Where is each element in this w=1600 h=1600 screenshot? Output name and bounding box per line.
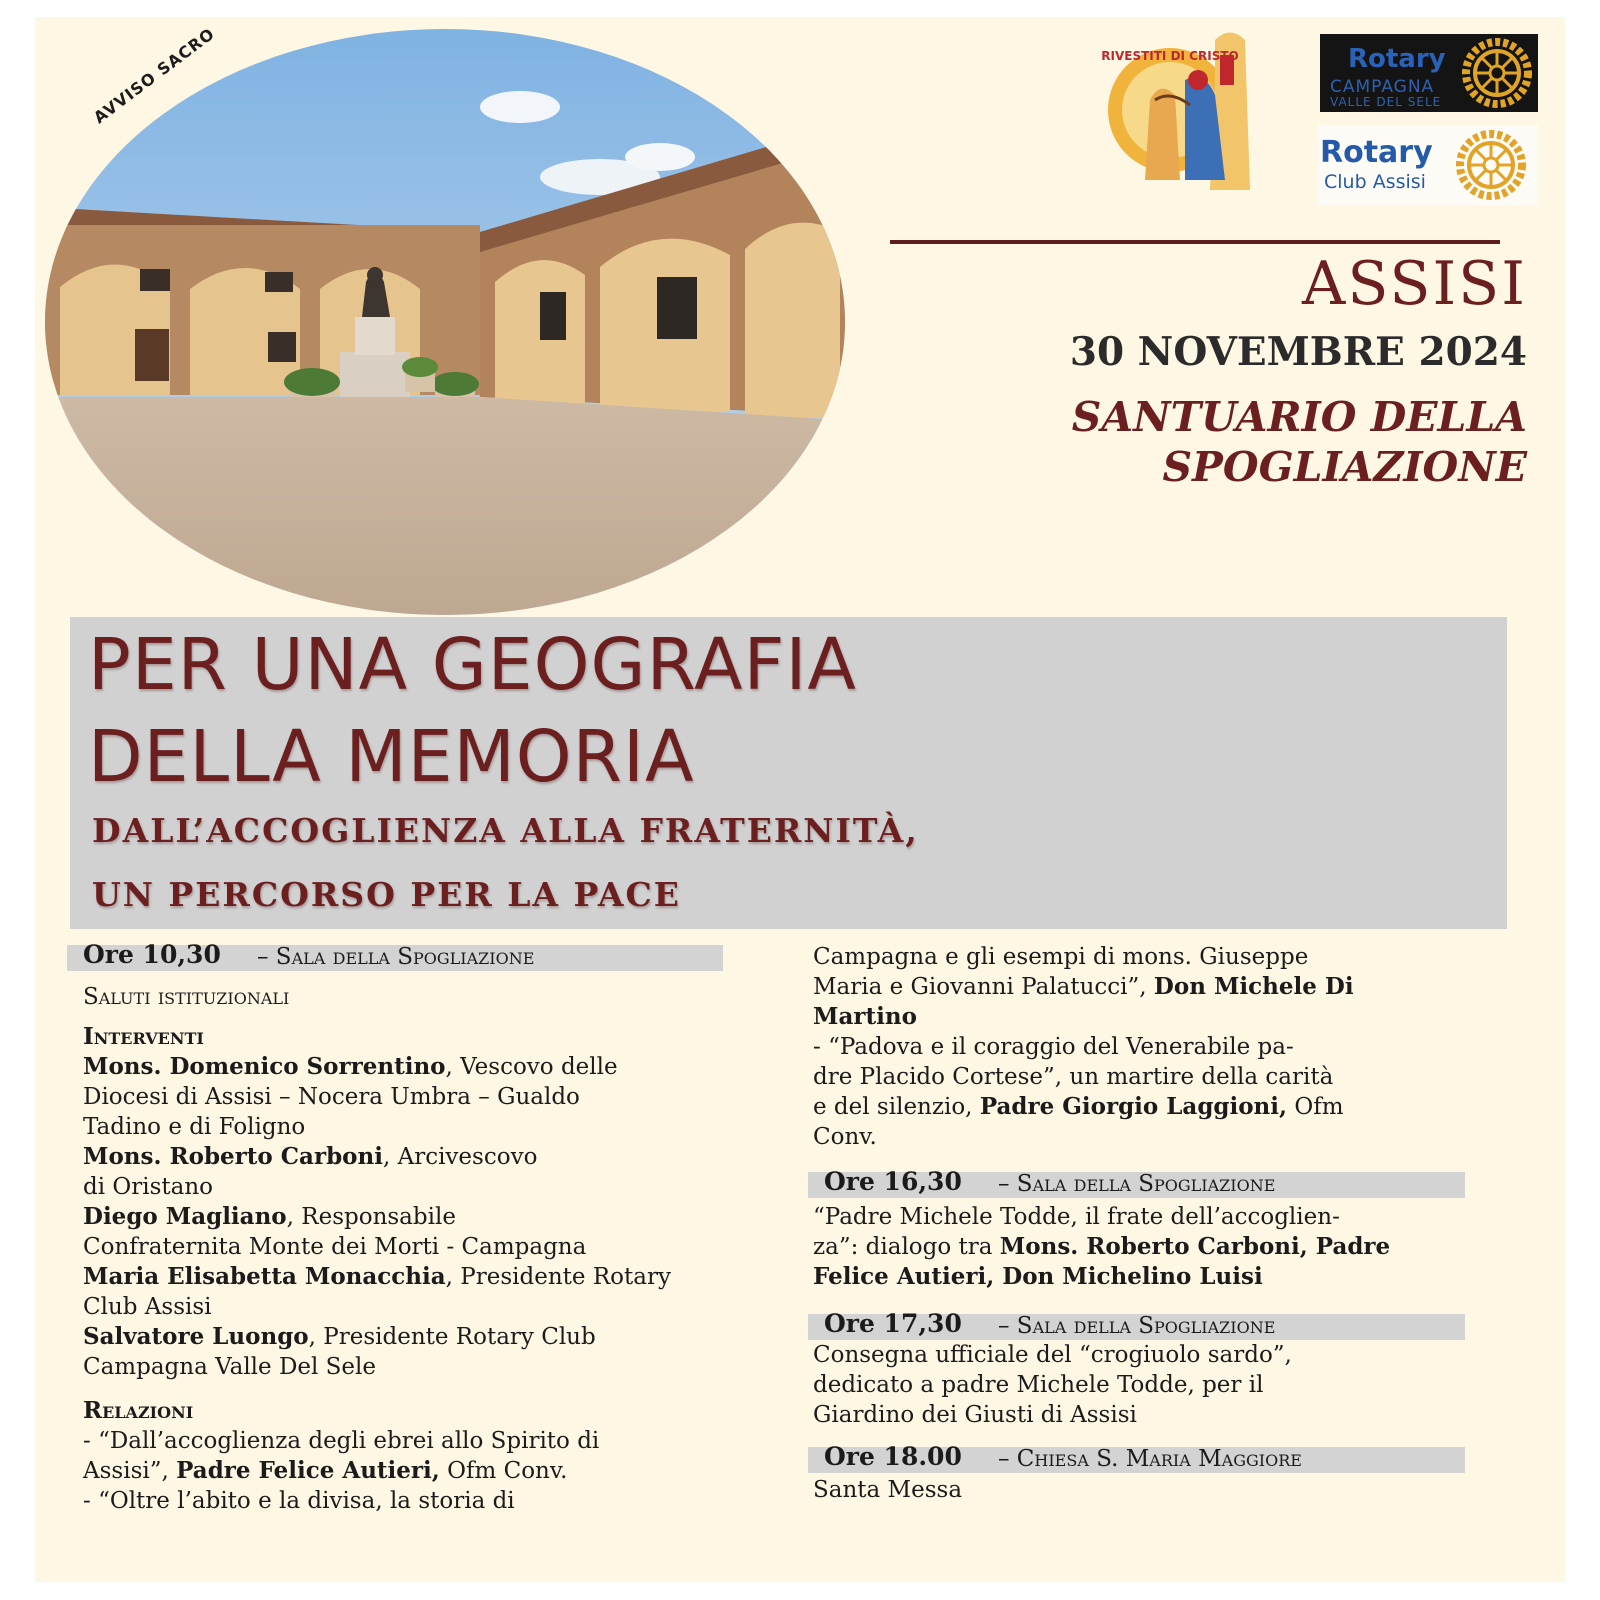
- rivestiti-logo-text: RIVESTITI DI CRISTO: [1101, 49, 1239, 63]
- session-1730-text: [813, 1340, 1292, 1430]
- title-line-2: DELLA MEMORIA: [88, 715, 695, 798]
- speaker-monacchia: Maria Elisabetta Monacchia, Presidente Rotary: [83, 1263, 671, 1290]
- relazioni-heading: Relazioni: [83, 1397, 194, 1424]
- rotary-assisi-logo: [1318, 125, 1538, 205]
- rotary-wheel-icon: [1462, 38, 1532, 108]
- session-place: – Chiesa S. Maria Maggiore: [998, 1446, 1302, 1472]
- relazione-3-line-1: - “Padova e il coraggio del Venerabile pa-: [813, 1034, 1294, 1060]
- city-heading: ASSISI: [1302, 249, 1527, 319]
- subtitle-line-2: UN PERCORSO PER LA PACE: [92, 875, 681, 914]
- session-place: – Sala della Spogliazione: [998, 1313, 1276, 1339]
- speaker-luongo: Salvatore Luongo, Presidente Rotary Club: [83, 1323, 596, 1350]
- title-line-1: PER UNA GEOGRAFIA: [88, 623, 857, 706]
- session-1730-line-3: Giardino dei Giusti di Assisi: [813, 1402, 1137, 1428]
- program-left-column: [83, 982, 671, 1516]
- session-time: Ore 16,30: [824, 1167, 962, 1196]
- session-1630-line-2: za”: dialogo tra Mons. Roberto Carboni, Padre: [813, 1233, 1391, 1260]
- event-subtitle: [92, 799, 919, 927]
- session-bar-1730: [808, 1309, 1465, 1340]
- venue-line-2: SPOGLIAZIONE: [1162, 443, 1527, 491]
- speaker-luongo-role: Campagna Valle Del Sele: [83, 1354, 377, 1380]
- speaker-sorrentino-role-2: Tadino e di Foligno: [83, 1114, 306, 1140]
- event-title: [88, 619, 857, 803]
- relazione-2-line-1: - “Oltre l’abito e la divisa, la storia di: [83, 1488, 515, 1514]
- rivestiti-di-cristo-logo: [1090, 20, 1280, 200]
- relazione-3-line-2: dre Placido Cortese”, un martire della carità: [813, 1064, 1334, 1090]
- rotary-assisi-line1: Club Assisi: [1324, 171, 1426, 193]
- venue-line-1: SANTUARIO DELLA: [1071, 393, 1527, 441]
- speaker-carboni-role: di Oristano: [83, 1174, 214, 1200]
- session-1800-line-1: Santa Messa: [813, 1477, 963, 1503]
- relazione-3-line-3: e del silenzio, Padre Giorgio Laggioni, Ofm: [813, 1093, 1344, 1120]
- session-time: Ore 17,30: [824, 1309, 962, 1338]
- header-rule: [890, 240, 1500, 244]
- session-place: – Sala della Spogliazione: [257, 944, 535, 970]
- program-right-column: [813, 942, 1354, 1152]
- interventi-heading: Interventi: [83, 1023, 204, 1050]
- speaker-sorrentino: Mons. Domenico Sorrentino, Vescovo delle: [83, 1053, 618, 1080]
- session-1630-text: [813, 1202, 1390, 1292]
- session-place: – Sala della Spogliazione: [998, 1171, 1276, 1197]
- rotary-campagna-line1: CAMPAGNA: [1330, 77, 1435, 97]
- session-bar-1630: [808, 1167, 1465, 1198]
- session-time: Ore 18.00: [824, 1442, 962, 1471]
- saluti-heading: Saluti istituzionali: [83, 984, 290, 1010]
- relazione-1-line-1: - “Dall’accoglienza degli ebrei allo Spirito di: [83, 1428, 600, 1454]
- session-bar-1030: [67, 940, 723, 971]
- avviso-sacro-stamp: AVVISO SACRO: [90, 23, 219, 128]
- session-1730-line-1: Consegna ufficiale del “crogiuolo sardo”,: [813, 1342, 1292, 1368]
- courtyard-photo: [40, 27, 870, 627]
- relazione-2-line-2: Campagna e gli esempi di mons. Giuseppe: [813, 944, 1309, 970]
- event-date: 30 NOVEMBRE 2024: [1069, 329, 1527, 375]
- relazione-2-line-4: Martino: [813, 1003, 917, 1030]
- venue-name: [1072, 392, 1527, 492]
- session-bar-1800: [808, 1442, 1465, 1473]
- title-panel: [70, 617, 1507, 929]
- poster: [35, 17, 1565, 1582]
- rotary-campagna-line2: VALLE DEL SELE: [1330, 95, 1442, 109]
- session-1730-line-2: dedicato a padre Michele Todde, per il: [813, 1372, 1264, 1398]
- relazione-3-line-4: Conv.: [813, 1124, 877, 1150]
- speaker-magliano: Diego Magliano, Responsabile: [83, 1203, 456, 1230]
- relazione-2-line-3: Maria e Giovanni Palatucci”, Don Michele Di: [813, 973, 1354, 1000]
- session-1630-line-1: “Padre Michele Todde, il frate dell’accoglien-: [813, 1204, 1340, 1230]
- speaker-sorrentino-role: Diocesi di Assisi – Nocera Umbra – Gualdo: [83, 1084, 580, 1110]
- speaker-magliano-role: Confraternita Monte dei Morti - Campagna: [83, 1234, 587, 1260]
- rotary-campagna-logo: [1320, 34, 1538, 112]
- rotary-campagna-name: Rotary: [1348, 44, 1446, 74]
- rotary-wheel-icon: [1456, 130, 1526, 200]
- session-1630-line-3: Felice Autieri, Don Michelino Luisi: [813, 1263, 1263, 1290]
- subtitle-line-1: DALL’ACCOGLIENZA ALLA FRATERNITÀ,: [92, 811, 919, 850]
- session-1800-text: [813, 1475, 962, 1505]
- speaker-carboni: Mons. Roberto Carboni, Arcivescovo: [83, 1143, 538, 1170]
- rotary-assisi-name: Rotary: [1320, 135, 1433, 170]
- relazione-1-line-2: Assisi”, Padre Felice Autieri, Ofm Conv.: [83, 1457, 568, 1484]
- speaker-monacchia-role: Club Assisi: [83, 1294, 212, 1320]
- session-time: Ore 10,30: [83, 940, 221, 969]
